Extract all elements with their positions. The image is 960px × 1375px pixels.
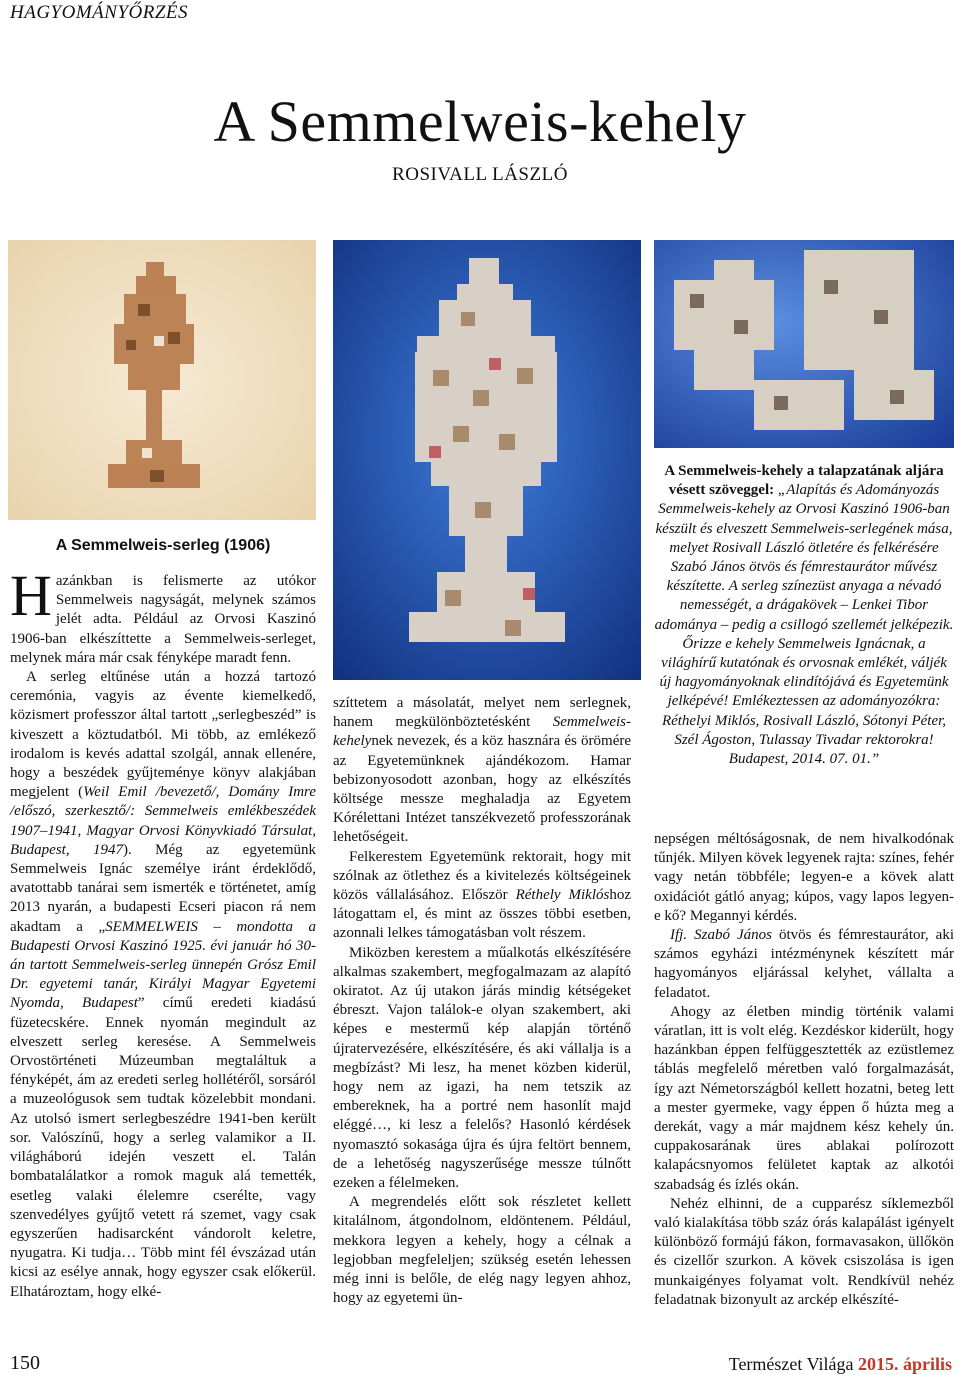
page-number: 150 — [10, 1352, 40, 1374]
section-tag: HAGYOMÁNYŐRZÉS — [10, 2, 189, 23]
paragraph: Miközben kerestem a műalkotás elkészítésére alkalmas szakembert, megfogalmazam az alapító okiratot. Az új utakon járás mindig kétségeket ébreszt. Vajon találok-e olyan szakembert, aki képes e mestermű kép alapján történő újratervezésére, elkészítésére, és aki vállalja is a megbízást? Mi lesz, ha menet közben kiderül, hogy nem az igazi, ha nem tetszik az embereknek, ha a portré nem hasonlít majd eléggé…, ki lesz a felelős? Hasonló kérdések nyomasztó sokasága újra és újra feltört bennem, de a lehetőség nagyszerűsége messze túlnőtt ezeken a félelmeken. — [333, 944, 631, 1192]
paragraph: Ifj. Szabó János ötvös és fémrestaurátor, aki számos egyházi intézménynek készített már hagyományos eljárással kelyhet, vállalta a feladatot. — [654, 927, 954, 1001]
figure-caption-serleg: A Semmelweis-serleg (1906) — [55, 537, 271, 554]
journal-name: Természet Világa — [728, 1354, 854, 1374]
text-column-1 — [10, 563, 317, 1302]
paragraph: nepségen méltóságosnak, de nem hivalkodónak tűnjék. Milyen kövek legyenek rajta: színes, fehér vagy netán többféle; legyen-e a kövek alatt oxidációt gátló anyag; kúpos, vagy lapos legyen-e kő? Megannyi kérdés. — [654, 831, 954, 924]
text-column-2 — [333, 694, 631, 1309]
photo-kehely-talapzat — [654, 240, 954, 448]
photo-semmelweis-kehely — [333, 240, 641, 680]
article-author: ROSIVALL LÁSZLÓ — [392, 164, 568, 185]
text-column-3 — [654, 830, 954, 1310]
paragraph: A megrendelés előtt sok részletet kellett kitalálnom, átgondolnom, eldöntenem. Például, mekkora legyen a kehely, hogy a célnak a legjobban megfeleljen; szükség esetén lehessen még inni is belőle, de elég nagy legyen ahhoz, hogy az egyetemi ün- — [333, 1194, 631, 1307]
paragraph: Ahogy az életben mindig történik valami váratlan, itt is volt elég. Kezdéskor kiderült, hogy hazánkban éppen felfüggesztették az ezüstlemez táblás megfelelő méretben való forgalmazását, így azt Németországból kellett hozatni, beteg lett a mester gyermeke, vagy éppen ő húzta meg a derekát, vagy a már majdnem kész kehely ún. cuppakosarának üres ablakai polírozott kalapácsnyomos felületet kaptak az alkotói szabadság és ízlés okán. — [654, 1003, 954, 1193]
paragraph: A serleg eltűnése után a hozzá tartozó ceremónia, vagyis az évente kiemelkedő, közismert professzor által tartott „serlegbeszéd” is kiveszett a köztudatból. Mi több, az emlékező irodalom is kevés adattal szolgál, annak ellenére, hogy a beszédek gyűjteménye könyv alakjában megjelent (Weil Emil /bevezető/, Domány Imre /előszó, szerkesztő/: Semmelweis emlékbeszédek 1907–1941, Magyar Orvosi Könyvkiadó Társulat, Budapest, 1947). Még az egyetemünk Semmelweis Ignác személye iránt érdeklődő, avatottabb tanárai sem ismerték e történetet, amíg 2013 nyarán, a budapesti Ecseri piacon rá nem akadtam a „SEMMELWEIS – mondotta a Budapesti Orvosi Kaszinó 1925. évi január hó 30-án tartott Semmelweis-serleg ünnepén Grósz Emil Dr. egyetemi tanár, Királyi Magyar Egyetemi Nyomda, Budapest” című eredeti kiadású füzetecskére. Ennek nyomán megindult az elveszett serleg keresése. A Semmelweis Orvostörténeti Múzeumban megtaláltuk a fényképét, ám az eredeti serleg hollétéről, sorsáról a muzeológusok sem tudtak közelebbit mondani. Az utolsó ismert serlegbeszédre 1941-ben került sor. Valószínű, hogy a serleg valamikor a II. világháború idején veszett el. Talán bombatalálatkor a romok maguk alá temették, esetleg valaki élelemre cserélte, vagy szenvedélyes gyűjtő vetett rá szemet, vagy csak egyszerűen hadisarcként vándorolt keletre, nyugatra. Ki tudja… Több mint fél évszázad után kicsi az esélye annak, hogy egyszer csak előkerül. Elhatároztam, hogy elké- — [10, 669, 317, 1300]
journal-month: április — [902, 1354, 952, 1374]
journal-footer — [729, 1354, 952, 1375]
paragraph: Nehéz elhinni, de a cupparész síklemezből való kialakítása több száz órás kalapálást igényelt különböző formájú fákon, formavasakon, üllőkön és cizellőr szurkon. A kövek csiszolása is igen munkaigényes folyamat volt. Rendkívül nehéz feladatnak bizonyult az arckép elkészíté- — [654, 1195, 954, 1308]
figure-caption-kehely — [654, 462, 954, 769]
journal-year: 2015. — [857, 1354, 899, 1374]
caption-bold: A Semmelweis-kehely a talapzatának aljára vésett szöveggel: — [664, 463, 944, 499]
paragraph: Hazánkban is felismerte az utókor Semmelweis nagyságát, melynek számos jelét adta. Például az Orvosi Kaszinó 1906-ban elkészíttette a Semmelweis-serleget, melynek mára már csak fényképe maradt fenn. — [10, 563, 316, 666]
paragraph: szíttetem a másolatát, melyet nem serlegnek, hanem megkülönböztetésként Semmelweis-kehelynek nevezek, és a köz hasznára és örömére az Egyetemünknek ajándékozom. Hamar bebizonyosodott azonban, hogy az elkészítés költsége messze meghaladja az Egyetem Kórélettani Intézet tanszékvezető professzorának lehetőségeit. — [333, 695, 631, 846]
photo-semmelweis-serleg — [8, 240, 316, 520]
article-title: A Semmelweis-kehely — [213, 89, 747, 154]
caption-italic: „Alapítás és Adományozás Semmelweis-kehely az Orvosi Kaszinó 1906-ban készült és elveszett Semmelweis-serlegének mása, melyet Rosivall László ötletére és felkérésére Szabó János ötvös és fémrestaurátor művész készítette. A serleg színezüst anyaga a névadó nemességét, a drágakövek – Lenkei Tibor adománya – pedig a csillogó szellemét jelképezik. Őrizze e kehely Semmelweis Ignácnak, a világhírű kutatónak és orvosnak emlékét, váljék új hagyományoknak elindítójává és Egyetemünk jelképévé! Emlékeztessen az adományozókra: Réthelyi Miklós, Rosivall László, Sótonyi Péter, Szél Ágoston, Tulassay Tivadar rektorokra! Budapest, 2014. 07. 01.” — [654, 482, 954, 768]
drop-cap: H — [10, 563, 52, 628]
paragraph: Felkerestem Egyetemünk rektorait, hogy mit szólnak az ötlethez és a kivitelezés költségeinek közös vállalásához. Először Réthely Miklóshoz látogattam el, és mint az összes többi esetben, azonnali lelkes támogatásban volt részem. — [333, 848, 632, 942]
